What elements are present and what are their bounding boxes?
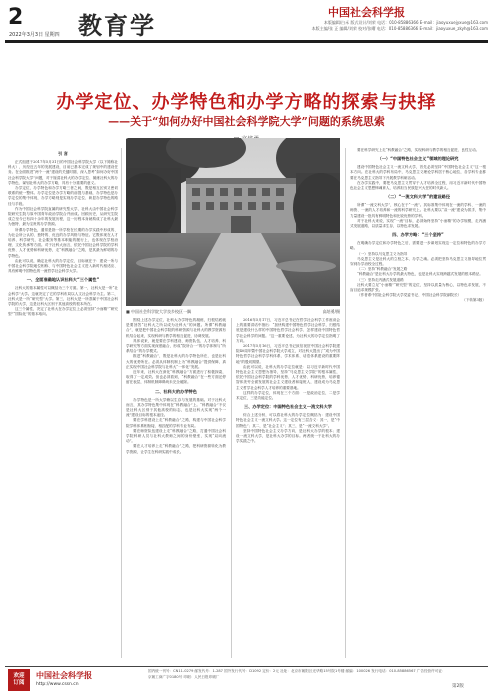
paragraph: 要在学科建设上走“科教融合”之路，构建与中国社会科学院学科体系相衔接、相匹配的学科专业布局。 (126, 418, 226, 428)
paragraph: 要在师资队伍建设上走“科教融合”之路，打通中国社会科学院科研人员与社科大教师之间的身份壁垒，实现“双向流动”。 (126, 428, 226, 444)
section-title: 教育学 (78, 11, 156, 40)
paragraph: （一）坚持以马克思主义为指导 (357, 251, 408, 256)
photo-caption (126, 309, 340, 315)
section-heading: 三、办学定位：中国特色社会主义一流文科大学 (244, 404, 332, 410)
paragraph: 2017年5月16日，习近平总书记致信祝贺中国社会科学院建院40周年暨中国社会科学院大学成立，对社科大提出了“成为中国特色哲学社会科学学科体系、学术体系、话语体系建设的重要阵地”的殷切期望。 (236, 344, 340, 364)
paragraph: 2016年5月17日，习近平总书记在哲学社会科学工作座谈会上的重要讲话中指出：“加快构建中国特色哲学社会科学，归根结底是建设什么样的中国特色哲学社会科学、怎样建设中国特色哲学社会科学的问题。”这一重要论述，为社科大的办学定位指明了方向。 (236, 318, 340, 343)
paragraph: 办学特色是一所大学赖以生存与发展的基础。对于社科大而言，其办学特色集中体现在“科教融合”上。“科教融合”不仅是社科大区别于其他高校的标志，也是社科大实现“两个一流”建设目标的根本途径。 (126, 397, 226, 418)
paragraph: 要在人才培养上走“科教融合”之路，把科研资源转化为教学资源，让学生在科研实践中成长。 (126, 444, 226, 454)
paragraph: 所谓“一流文科大学”，核心在于“一流”。其标准集中体现在一流的学科、一流的师资、一流的人才培养和一流的科学研究上。社科大要以“双一流”建设为抓手，集中力量建设一批具有鲜明特色和比较优势的学科。 (350, 203, 486, 218)
footer-page-label: 第2版 (452, 684, 464, 689)
paragraph: 建设中国特色社会主义一流文科大学，首先必须坚持“中国特色社会主义”这一根本方向。在社科大的学科布局中，马克思主义理论学科居于核心地位，各学科专业都要在马克思主义指导下开展教学科研活动。 (350, 165, 486, 180)
footer-logo: 中国社会科学报 (36, 670, 92, 680)
editor-info-line: 本版主编/张 正 编辑/刘荣 校对/张曙 电话：010-85886366 E-mail：jiaoyuxue_zkyh@163.com (311, 26, 488, 31)
paragraph: 所谓办学特色，通常是指一所学校在长期的办学实践中形成的、为社会所公认的、独特的、优良的办学风格与特征。它既体现在人才培养、科学研究、社会服务等基本职能的履行上，也体现在学校治理、文化传承等方面。对于社科大而言，依托中国社会科学院的学科优势、人才优势和科研优势，走“科教融合”之路，是其最为鲜明的办学特色。 (8, 227, 118, 258)
paragraph: “科教融合”是社科大办学的最大特色，也是社科大实现跨越式发展的根本路径。 (357, 272, 483, 277)
page-number: 2 (8, 5, 24, 30)
header-rule (5, 40, 488, 43)
masthead-logo: 中国社会科学报 (328, 6, 405, 19)
editor-info-line: 本版编辑/白禾 版式设计/刘荣 电话：010-85886366 E-mail：jiaoyuxuejyxue@163.com (323, 20, 488, 25)
intro-heading: 引 言 (58, 151, 68, 156)
photo-caption-text: ■ 中国社会科学院大学良乡校区一隅 (126, 309, 192, 314)
editor-info (176, 20, 488, 32)
paragraph: 正式组建于2017年5月31日的中国社会科学院大学（以下简称社科大），历经近五年的发展建设，目前已基本完成了规划中的建设任务。在全面推进“两个一流”建设的关键时期，深入思考“如何办好中国社会科学院大学”问题，对于厘清社科大的办学定位、凝练社科大的办学特色、谋划社科大的办学方略，具有十分重要的意义。 (8, 160, 118, 185)
paragraph: （二）坚持“科教融合”发展之路 (357, 267, 408, 272)
paragraph: 马克思主义是社科大的立校之本、办学之魂。必须把坚持马克思主义指导地位贯穿到办学治校全过程。 (350, 256, 486, 267)
article-subtitle: ——关于“如何办好中国社会科学院大学”问题的系统思索 (108, 115, 385, 128)
subsection-heading: （二）“一流文科大学”的建设路径 (385, 194, 451, 200)
paragraph: 社科大的基本属性可以概括为三个方面。第一，社科大是一所“社会科学”大学。这就决定了它的学科布局以人文社会科学为主。第二，社科大是一所“研究型”大学。第三，社科大是一所隶属于中国社会科学院的大学，这是社科大区别于其他高校的根本所在。 (8, 286, 118, 307)
paragraph: 社科大要立足“小而精”“研究型”的定位，坚持以质量为核心，以特色求发展，不盲目追求规模扩张。 (350, 282, 486, 293)
paragraph: 由此可以说，社科大的办学定位就是：以习近平新时代中国特色社会主义思想为指导，坚持“马克思主义学院”的根本属性，依托中国社会科学院的学科优势、人才优势、科研优势，培养德智体美劳全面发展的社会主义建设者和接班人，建设成为马克思主义哲学社会科学人才培养的重要基地。 (236, 364, 340, 390)
paragraph: 坚持中国特色社会主义办学方向，是社科大办学的根本；建设一流文科大学，是社科大办学的目标。两者统一于社科大的办学实践之中。 (236, 428, 340, 444)
footer-rule (5, 666, 488, 667)
section-heading: 二、社科大的办学特色 (155, 388, 197, 394)
paragraph: 这三个属性，决定了社科大在办学定位上必须坚持“小而精”“研究型”“国际化”的基本取向。 (8, 307, 118, 317)
article-column-4 (350, 148, 486, 656)
paragraph: 对于社科大来说，实现“一流”目标，必须始终坚持“小而精”的办学规模，走内涵式发展道路，以质量求生存，以特色求发展。 (350, 218, 486, 229)
footer-publication-info: 国内统一刊号：CN11-0279 邮发代号：1-287 国外发行代号：D1092 定价：2元 社址：北京市朝阳区光华路15号院1号楼 邮编：100026 发行电话：010-85886567 广告经营许可证：京朝工商广字0180号 印刷：人民日报印刷厂 (148, 669, 446, 679)
paragraph: 要在科学研究上走“科教融合”之路，实现科研与教学的相互促进、良性互动。 (357, 148, 480, 152)
paragraph: （三）坚持走内涵式发展道路 (357, 277, 404, 282)
subsection-heading: （一）“中国特色社会主义”领域的理论研究 (377, 156, 459, 162)
paragraph: 具体说来，就是要在学科建设、师资队伍、人才培养、科学研究等方面实现深度融合，形成“院所合一”的办学体制与“所系结合”的办学模式。 (126, 338, 226, 354)
paragraph: 近年来，社科大在深化“科教融合”方面进行了积极探索，取得了一定成效。但也必须看到，“科教融合”在一些方面还停留在表层，体制机制障碍尚未完全破除。 (126, 370, 226, 385)
photo-credit: 高培勇/摄 (322, 309, 340, 314)
paragraph: 在明确办学定位和办学特色之后，需要进一步谋划实现这一定位和特色的办学方略。 (350, 241, 486, 251)
subscribe-badge-line: 订阅 (13, 680, 25, 686)
paragraph: 推进“科教融合”，既是社科大的办学特色所在，也是社科大的优势所在。必须从体制机制上为“科教融合”提供保障，真正实现中国社会科学院与社科大“一体化”发展。 (126, 354, 226, 369)
continued-note: （下转第3版） (462, 298, 486, 303)
campus-photo (126, 138, 340, 306)
footer-url[interactable]: http://www.cssn.cn (36, 682, 79, 687)
column-divider (121, 148, 122, 658)
paragraph: 在办学实践中，要把马克思主义贯穿于人才培养全过程，用习近平新时代中国特色社会主义思想铸魂育人，培养担当民族复兴大任的时代新人。 (350, 180, 486, 191)
section-heading: 四、办学方略：“三个坚持” (392, 232, 444, 238)
paragraph: 由此可以说，确定社科大的办学定位，目标就在于：建设一所与中国社会科学院地位相称、与中国特色社会主义进入新时代相适应、具有鲜明中国特色的一流哲学社会科学大学。 (8, 258, 118, 274)
paragraph: 围绕上述办学定位，社科大办学特色的凝练，归根结底就是要回答“社科大之所以成为社科大”的问题。所谓“科教融合”，就是把中国社会科学院的科研资源与社科大的教学资源有机结合起来，实现科研与教学的相互促进、协调发展。 (126, 318, 226, 338)
section-heading: 一、全面准确地认识社科大“三个属性” (26, 277, 100, 283)
paragraph: 这样的办学定位，体现在三个方面：一是政治定位，二是学术定位，三是功能定位。 (236, 390, 340, 401)
article-column-3 (236, 318, 340, 656)
subscribe-badge-line: 欢迎 (13, 673, 25, 679)
article-column-1 (8, 148, 118, 656)
author-note: （作者系中国社会科学院大学党委书记、中国社会科学院副院长） (357, 293, 462, 298)
article-title: 办学定位、办学特色和办学方略的探索与抉择 (56, 92, 437, 113)
article-column-2 (126, 318, 226, 656)
column-divider (345, 148, 346, 658)
column-divider (231, 318, 232, 658)
paragraph: 综合上述分析，可以将社科大的办学定位概括为：建设中国特色社会主义一流文科大学。这一定位有三层含义：其一，是“中国特色”；其二，是“社会主义”；其三，是“一流文科大学”。 (236, 413, 340, 428)
paragraph: 作为中国社会科学院直属的研究型大学，社科大由中国社会科学院研究生院与原中国青年政治学院合并而成。回顾历史，从研究生院成立至今已有四十余年的发展历程，这一历程本身就构成了社科大最为独特、最为宝贵的办学资源。 (8, 206, 118, 227)
subscribe-badge[interactable] (8, 669, 30, 691)
paragraph: 办学定位，办学特色和办学方略三者之间，既是相互区别又密切联系的统一整体。办学定位是办学方略的前提与基础，办学特色是办学定位的集中体现，办学方略则是实现办学定位、彰显办学特色的路径与手段。 (8, 186, 118, 206)
issue-date: 2022年3月3日 星期四 (9, 32, 60, 38)
campus-photo-image (126, 138, 340, 306)
